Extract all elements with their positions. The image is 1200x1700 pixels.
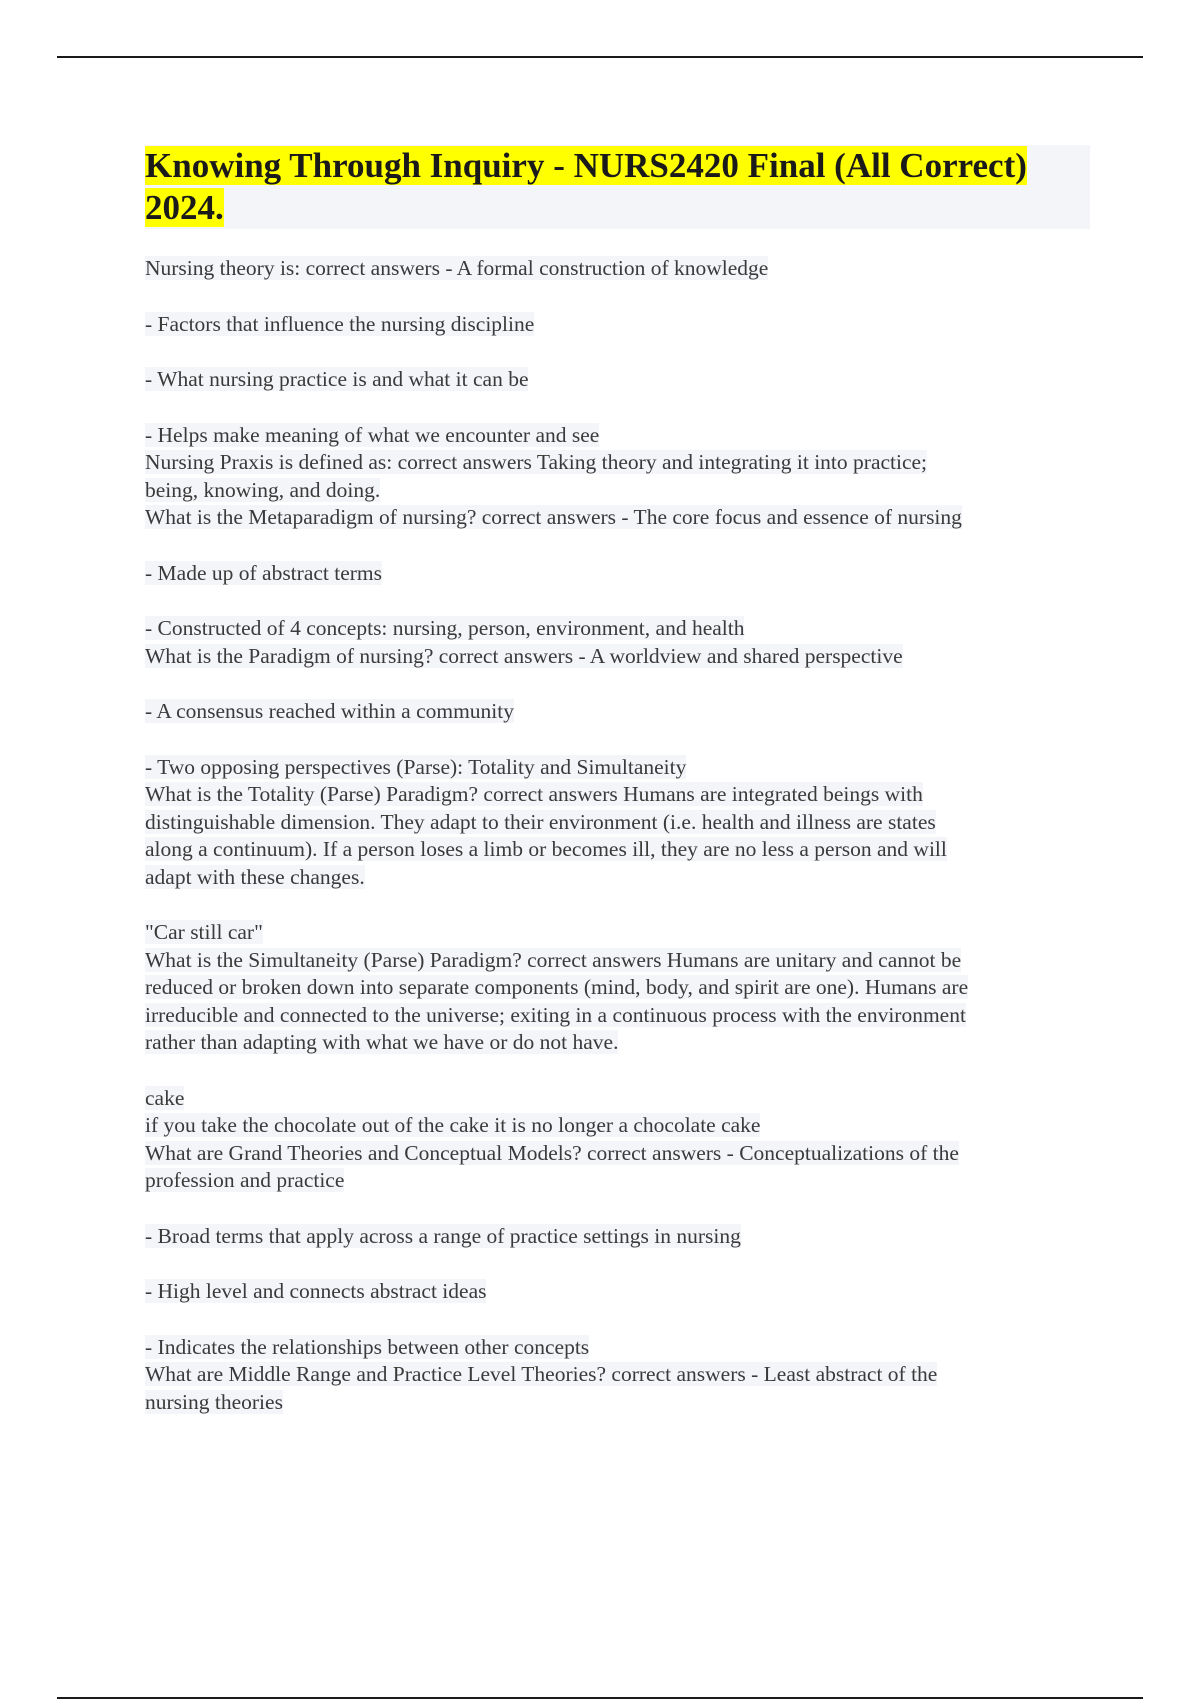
text-line-content: What is the Metaparadigm of nursing? correct answers - The core focus and essence of nursing <box>145 505 962 529</box>
text-line-content: reduced or broken down into separate components (mind, body, and spirit are one). Humans are <box>145 975 969 999</box>
bottom-rule <box>57 1697 1143 1699</box>
text-line-content: if you take the chocolate out of the cake it is no longer a chocolate cake <box>145 1113 761 1137</box>
text-line-content: - High level and connects abstract ideas <box>145 1279 487 1303</box>
text-line-content: "Car still car" <box>145 920 263 944</box>
text-line-content: What are Middle Range and Practice Level Theories? correct answers - Least abstract of the <box>145 1362 938 1386</box>
text-line <box>145 477 1090 505</box>
text-line <box>145 255 1090 283</box>
paragraph-gap <box>145 338 1090 366</box>
text-line <box>145 947 1090 975</box>
text-line <box>145 1085 1090 1113</box>
paragraph-gap <box>145 1057 1090 1085</box>
text-line <box>145 1002 1090 1030</box>
text-line-content: - Factors that influence the nursing discipline <box>145 311 535 336</box>
document-title <box>145 145 1068 229</box>
text-line <box>145 422 1090 450</box>
paragraph-gap <box>145 1306 1090 1334</box>
text-line <box>145 1223 1090 1251</box>
text-line-content: What is the Totality (Parse) Paradigm? correct answers Humans are integrated beings with <box>145 782 923 806</box>
text-line <box>145 504 1090 532</box>
text-line <box>145 754 1090 782</box>
text-line-content: nursing theories <box>145 1389 283 1414</box>
paragraph-gap <box>145 1250 1090 1278</box>
text-line-content: being, knowing, and doing. <box>145 477 381 502</box>
text-line-content: What are Grand Theories and Conceptual Models? correct answers - Conceptualizations of the <box>145 1140 959 1165</box>
text-line-content: - Broad terms that apply across a range of practice settings in nursing <box>145 1223 741 1248</box>
paragraph-gap <box>145 587 1090 615</box>
text-line <box>145 615 1090 643</box>
text-line-content: adapt with these changes. <box>145 864 365 889</box>
text-line <box>145 698 1090 726</box>
text-line <box>145 919 1090 947</box>
text-line-content: rather than adapting with what we have or do not have. <box>145 1030 619 1054</box>
text-line-content: - Helps make meaning of what we encounter and see <box>145 422 600 447</box>
paragraph-gap <box>145 891 1090 919</box>
text-line <box>145 366 1090 394</box>
text-line <box>145 974 1090 1002</box>
text-line-content: distinguishable dimension. They adapt to their environment (i.e. health and illness are states <box>145 809 936 834</box>
text-line-content: along a continuum). If a person loses a limb or becomes ill, they are no less a person and will <box>145 837 947 861</box>
text-line <box>145 1029 1090 1057</box>
text-line <box>145 449 1090 477</box>
paragraph-gap <box>145 670 1090 698</box>
text-line <box>145 1361 1090 1389</box>
text-line-content: cake <box>145 1085 185 1110</box>
text-line <box>145 1278 1090 1306</box>
paragraph-gap <box>145 726 1090 754</box>
text-line-content: What is the Simultaneity (Parse) Paradigm? correct answers Humans are unitary and cannot be <box>145 947 962 972</box>
text-line-content: - Made up of abstract terms <box>145 560 383 585</box>
text-line-content: - Constructed of 4 concepts: nursing, person, environment, and health <box>145 616 745 640</box>
text-line-content: - What nursing practice is and what it can be <box>145 367 529 391</box>
text-line <box>145 1167 1090 1195</box>
text-line-content: Nursing theory is: correct answers - A formal construction of knowledge <box>145 256 769 280</box>
text-line <box>145 643 1090 671</box>
text-line-content: Nursing Praxis is defined as: correct answers Taking theory and integrating it into practice; <box>145 450 928 474</box>
text-line-content: - Two opposing perspectives (Parse): Totality and Simultaneity <box>145 754 687 779</box>
text-lines <box>145 255 1090 1416</box>
text-line <box>145 311 1090 339</box>
text-line <box>145 864 1090 892</box>
text-line <box>145 1334 1090 1362</box>
title-block <box>145 145 1090 229</box>
paragraph-gap <box>145 1195 1090 1223</box>
text-line <box>145 836 1090 864</box>
title-line-2: 2024. <box>145 188 224 227</box>
text-line <box>145 560 1090 588</box>
top-rule <box>57 56 1143 58</box>
text-line <box>145 1140 1090 1168</box>
paragraph-gap <box>145 532 1090 560</box>
document-body <box>145 145 1090 1416</box>
text-line-content: profession and practice <box>145 1168 345 1192</box>
text-line <box>145 781 1090 809</box>
text-line-content: - A consensus reached within a community <box>145 699 515 723</box>
text-line-content: irreducible and connected to the universe; exiting in a continuous process with the environment <box>145 1002 966 1027</box>
paragraph-gap <box>145 394 1090 422</box>
text-line-content: - Indicates the relationships between other concepts <box>145 1334 590 1359</box>
text-line <box>145 809 1090 837</box>
paragraph-gap <box>145 283 1090 311</box>
text-line <box>145 1112 1090 1140</box>
text-line <box>145 1389 1090 1417</box>
text-line-content: What is the Paradigm of nursing? correct answers - A worldview and shared perspective <box>145 643 903 668</box>
title-line-1: Knowing Through Inquiry - NURS2420 Final (All Correct) <box>145 146 1027 185</box>
